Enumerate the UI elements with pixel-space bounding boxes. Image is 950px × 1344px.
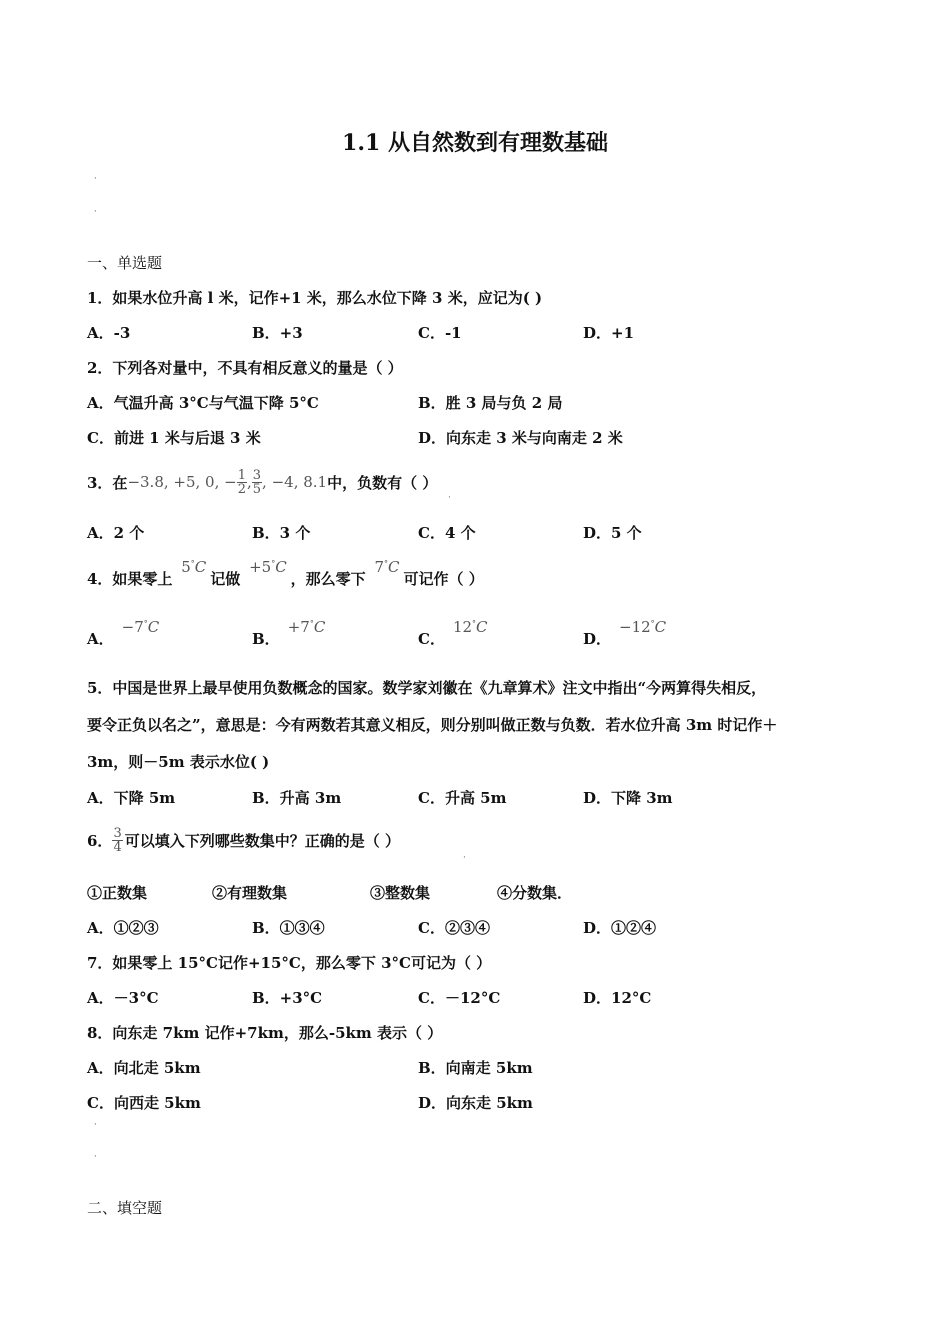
q6-fraction-three-quarters	[112, 827, 122, 854]
q5-option-a: A．下降 5m	[87, 789, 176, 807]
q3-frac2-denominator: 5	[252, 481, 262, 497]
q4-option-c-label: C．	[418, 630, 445, 648]
q4-degree-sign: °	[190, 559, 195, 568]
q3-option-a: A．2 个	[87, 524, 145, 542]
q6-option-a: A．①②③	[87, 919, 159, 937]
q4-option-a: A．−7°C	[87, 618, 160, 648]
q1-option-a: A．-3	[87, 324, 131, 342]
q6-set-3: ③整数集	[370, 884, 431, 902]
q3-frac1-denominator: 2	[237, 481, 246, 497]
q3-option-d: D．5 个	[583, 524, 642, 542]
q8-option-d: D．向东走 5km	[418, 1094, 533, 1112]
question-3-stem: 3．在 −3.8, +5, 0, − $\frac{1}{2}$ , $\frac{3}{5}$ , −4, 8.1 中，负数有（ ）	[87, 467, 438, 497]
q2-option-d: D．向东走 3 米与向南走 2 米	[418, 429, 623, 447]
section-heading-fill-in: 二、填空题	[87, 1199, 163, 1217]
q4-option-b-value: +7	[287, 618, 310, 636]
q7-option-d: D．12°C	[583, 989, 652, 1007]
q3-fraction-three-fifths	[252, 469, 262, 496]
q4-option-c: C．12°C	[418, 618, 488, 648]
q6-option-d: D．①②④	[583, 919, 657, 937]
q6-prefix: 6．	[87, 831, 113, 850]
q4-part-2: 记做	[210, 570, 241, 588]
question-8-stem: 8．向东走 7km 记作+7km，那么-5km 表示（ ）	[87, 1024, 443, 1042]
q3-frac2-numerator: 3	[252, 467, 262, 483]
question-5-line-1: 5．中国是世界上最早使用负数概念的国家。数学家刘徽在《九章算术》注文中指出“今两算得失相反，	[87, 679, 767, 697]
q6-option-b: B．①③④	[252, 919, 325, 937]
q6-frac-numerator: 3	[113, 825, 122, 841]
paragraph-mark: ·	[94, 1152, 97, 1162]
q3-number-list-end: , −4, 8.1	[262, 473, 328, 491]
q5-option-b: B．升高 3m	[252, 789, 342, 807]
q4-option-a-label: A．	[87, 630, 114, 648]
q6-suffix: 可以填入下列哪些数集中？正确的是（ ）	[124, 831, 400, 850]
page-title: 1.1 从自然数到有理数基础	[342, 130, 608, 156]
q3-fraction-one-half	[237, 469, 247, 496]
q6-set-1: ①正数集	[87, 884, 148, 902]
q4-option-d: D．−12°C	[583, 618, 667, 648]
q4-unit-c: C	[194, 558, 207, 576]
q2-option-b: B．胜 3 局与负 2 局	[418, 394, 563, 412]
q5-option-d: D．下降 3m	[583, 789, 673, 807]
q3-option-b: B．3 个	[252, 524, 311, 542]
q8-option-a: A．向北走 5km	[87, 1059, 201, 1077]
q1-option-c: C．-1	[418, 324, 462, 342]
question-1-stem: 1．如果水位升高 l 米，记作+1 米，那么水位下降 3 米，应记为( )	[87, 289, 543, 307]
q4-temp-2-value: +5	[249, 558, 272, 576]
q7-option-b: B．+3°C	[252, 989, 323, 1007]
paragraph-mark: ·	[94, 1120, 97, 1130]
q4-option-a-value: −7	[121, 618, 144, 636]
q4-option-b: B．+7°C	[252, 618, 326, 648]
paragraph-mark: ·	[94, 207, 97, 217]
q7-option-a: A．－3°C	[87, 989, 159, 1007]
q5-option-c: C．升高 5m	[418, 789, 507, 807]
q4-option-d-label: D．	[583, 630, 612, 648]
q6-set-2: ②有理数集	[212, 884, 288, 902]
q3-option-c: C．4 个	[418, 524, 476, 542]
question-7-stem: 7．如果零上 15°C记作+15°C，那么零下 3°C可记为（ ）	[87, 954, 492, 972]
q4-option-b-label: B．	[252, 630, 280, 648]
q1-option-b: B．+3	[252, 324, 303, 342]
q4-temp-3-value: 7	[374, 558, 385, 576]
q2-option-a: A．气温升高 3°C与气温下降 5°C	[87, 394, 319, 412]
question-5-line-2: 要令正负以名之”，意思是：今有两数若其意义相反，则分别叫做正数与负数．若水位升高 3m 时记作＋	[87, 716, 778, 734]
q4-option-d-value: −12	[619, 618, 651, 636]
q1-option-d: D．+1	[583, 324, 635, 342]
q2-option-c: C．前进 1 米与后退 3 米	[87, 429, 261, 447]
q3-number-list-start: −3.8, +5, 0, −	[127, 473, 237, 491]
q6-frac-denominator: 4	[113, 839, 122, 855]
paragraph-mark: ·	[463, 853, 466, 863]
question-5-line-3: 3m，则－5m 表示水位( )	[87, 753, 270, 771]
paragraph-mark: ·	[448, 493, 451, 503]
question-6-stem	[87, 820, 400, 860]
q8-option-b: B．向南走 5km	[418, 1059, 533, 1077]
paragraph-mark: ·	[94, 174, 97, 184]
section-heading-single-choice: 一、单选题	[87, 254, 163, 272]
q8-option-c: C．向西走 5km	[87, 1094, 201, 1112]
q4-temp-1-value: 5	[181, 558, 191, 576]
question-4-stem: 4．如果零上 5°C记做 +5°C，那么零下 7°C可记作（ ）	[87, 558, 484, 588]
q6-set-4: ④分数集．	[497, 884, 573, 902]
question-2-stem: 2．下列各对量中，不具有相反意义的量是（ ）	[87, 359, 403, 377]
q3-suffix: 中，负数有（ ）	[327, 473, 438, 492]
q3-prefix: 3．在	[87, 473, 128, 492]
q4-part-1: 4．如果零上	[87, 570, 173, 588]
q6-option-c: C．②③④	[418, 919, 490, 937]
q4-option-c-value: 12	[452, 618, 473, 636]
q7-option-c: C．－12°C	[418, 989, 501, 1007]
q4-part-4: 可记作（ ）	[403, 570, 484, 588]
q4-part-3: ，那么零下	[290, 570, 366, 588]
q3-frac1-numerator: 1	[237, 467, 246, 483]
